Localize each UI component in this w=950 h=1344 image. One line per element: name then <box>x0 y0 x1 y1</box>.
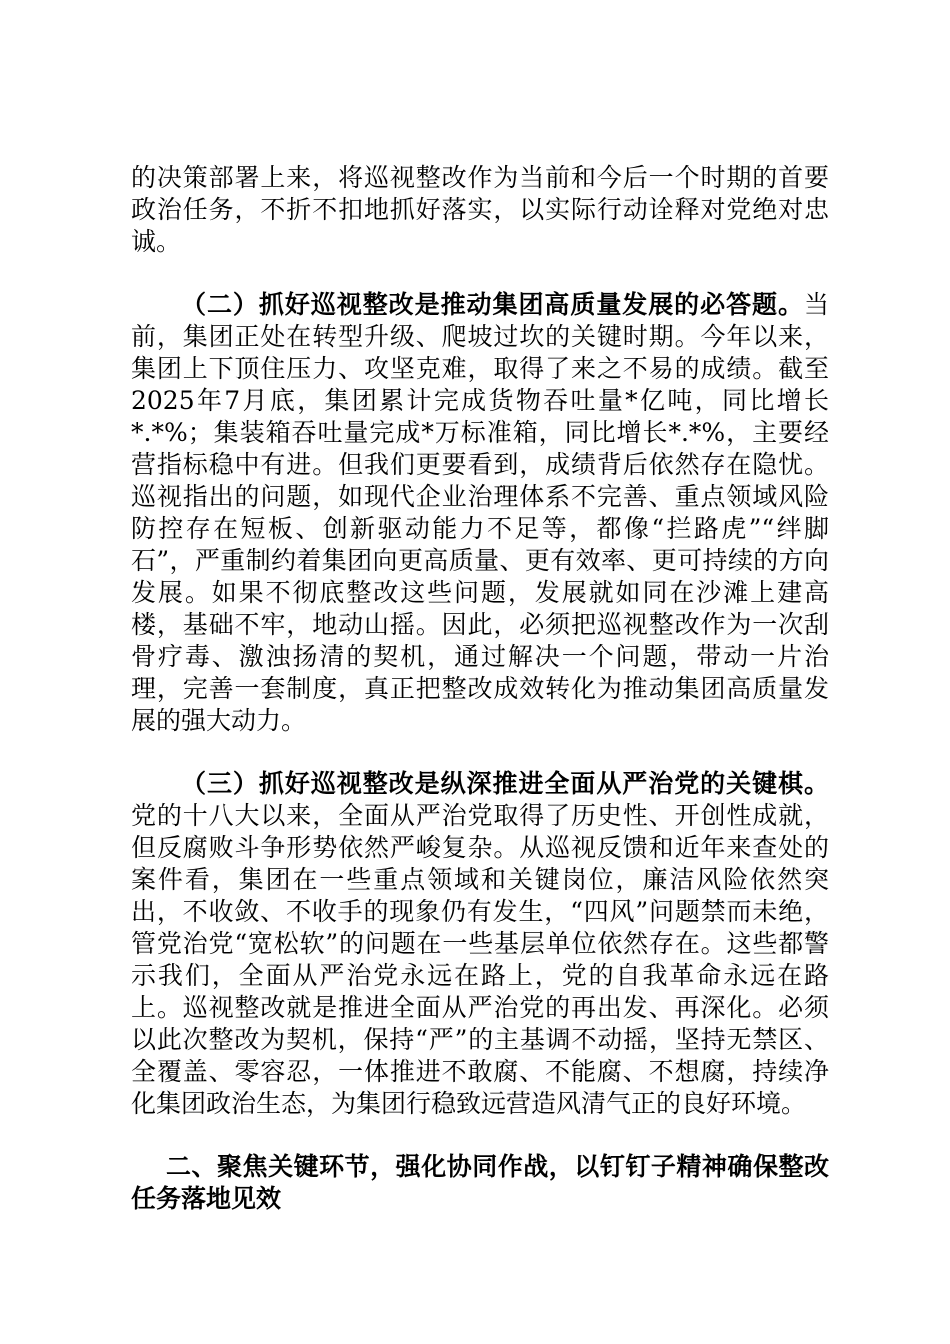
paragraph-lead-heading: （二）抓好巡视整改是推动集团高质量发展的必答题。 <box>181 290 804 319</box>
paragraph-section-3 <box>131 768 829 1120</box>
paragraph-lead-heading: （三）抓好巡视整改是纵深推进全面从严治党的关键棋。 <box>181 769 829 798</box>
paragraph-text: 党的十八大以来，全面从严治党取得了历史性、开创性成就，但反腐败斗争形势依然严峻复杂。从巡视反馈和近年来查处的案件看，集团在一些重点领域和关键岗位，廉洁风险依然突出，不收敛、不收手的现象仍有发生，“四风”问题禁而未绝，管党治党“宽松软”的问题在一些基层单位依然存在。这些都警示我们，全面从严治党永远在路上，党的自我革命永远在路上。巡视整改就是推进全面从严治党的再出发、再深化。必须以此次整改为契机，保持“严”的主基调不动摇，坚持无禁区、全覆盖、零容忍，一体推进不敢腐、不能腐、不想腐，持续净化集团政治生态，为集团行稳致远营造风清气正的良好环境。 <box>131 801 829 1118</box>
paragraph-section-2 <box>131 289 829 737</box>
paragraph-continuation <box>131 162 829 258</box>
paragraph-text: 当前，集团正处在转型升级、爬坡过坎的关键时期。今年以来，集团上下顶住压力、攻坚克难，取得了来之不易的成绩。截至2025年7月底，集团累计完成货物吞吐量*亿吨，同比增长*.*%；集装箱吞吐量完成*万标准箱，同比增长*.*%，主要经营指标稳中有进。但我们更要看到，成绩背后依然存在隐忧。巡视指出的问题，如现代企业治理体系不完善、重点领域风险防控存在短板、创新驱动能力不足等，都像“拦路虎”“绊脚石”，严重制约着集团向更高质量、更有效率、更可持续的方向发展。如果不彻底整改这些问题，发展就如同在沙滩上建高楼，基础不牢，地动山摇。因此，必须把巡视整改作为一次刮骨疗毒、激浊扬清的契机，通过解决一个问题，带动一片治理，完善一套制度，真正把整改成效转化为推动集团高质量发展的强大动力。 <box>131 290 829 735</box>
section-heading: 二、聚焦关键环节，强化协同作战，以钉钉子精神确保整改任务落地见效 <box>131 1152 829 1213</box>
paragraph-text: 的决策部署上来，将巡视整改作为当前和今后一个时期的首要政治任务，不折不扣地抓好落实，以实际行动诠释对党绝对忠诚。 <box>131 163 829 256</box>
document-body <box>131 162 829 1215</box>
